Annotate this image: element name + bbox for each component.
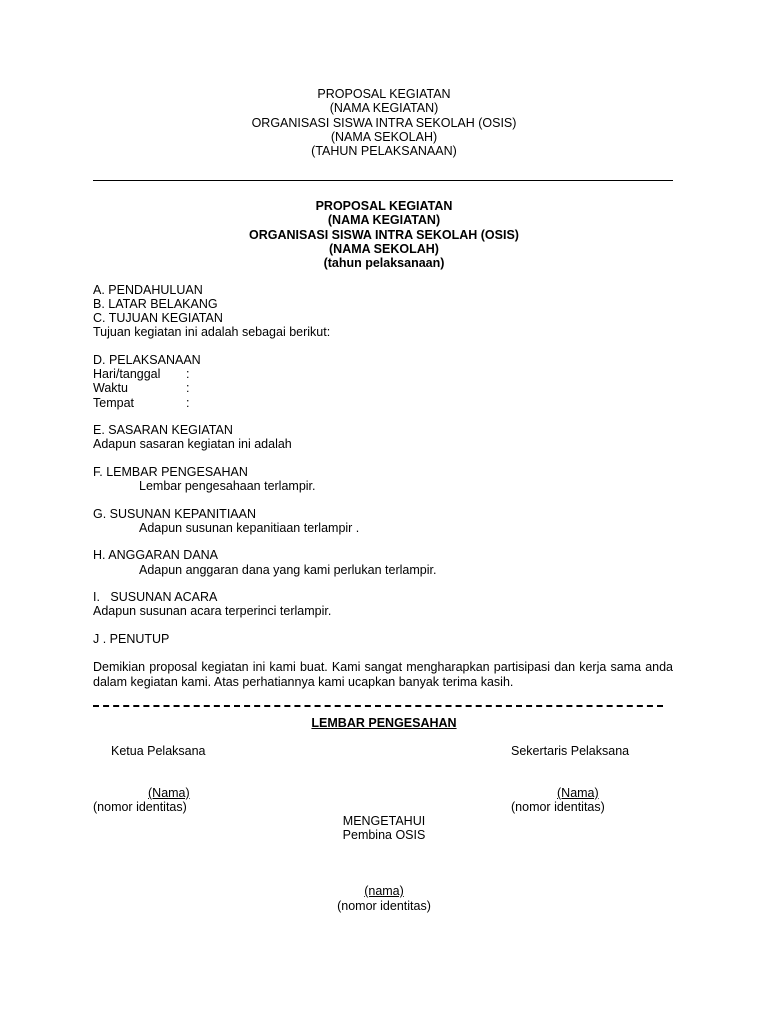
section-a-heading: A. PENDAHULUAN: [93, 283, 203, 297]
section-d-day-colon: :: [186, 367, 190, 381]
section-c-text: Tujuan kegiatan ini adalah sebagai berikut:: [93, 325, 331, 339]
section-d-day-label: Hari/tanggal: [93, 367, 161, 381]
approval-title: LEMBAR PENGESAHAN: [311, 716, 457, 730]
section-i-text: Adapun susunan acara terperinci terlampir.: [93, 604, 332, 618]
approval-advisor-id: (nomor identitas): [337, 899, 431, 913]
section-j-heading: J . PENUTUP: [93, 632, 170, 646]
cover-year: (TAHUN PELAKSANAAN): [311, 144, 457, 158]
section-d-heading: D. PELAKSANAAN: [93, 353, 201, 367]
section-h-text: Adapun anggaran dana yang kami perlukan terlampir.: [139, 563, 437, 577]
section-g-text: Adapun susunan kepanitiaan terlampir .: [139, 521, 360, 535]
section-d-time-colon: :: [186, 381, 190, 395]
approval-right-id: (nomor identitas): [511, 800, 605, 814]
approval-right-role: Sekertaris Pelaksana: [511, 744, 630, 758]
approval-left-id: (nomor identitas): [93, 800, 187, 814]
section-h-heading: H. ANGGARAN DANA: [93, 548, 219, 562]
heading-school-name: (NAMA SEKOLAH): [329, 242, 439, 256]
section-i-heading: I. SUSUNAN ACARA: [93, 590, 218, 604]
section-d-place-colon: :: [186, 396, 190, 410]
section-g-heading: G. SUSUNAN KEPANITIAAN: [93, 507, 256, 521]
section-e-text: Adapun sasaran kegiatan ini adalah: [93, 437, 292, 451]
section-d-place-label: Tempat: [93, 396, 134, 410]
approval-right-name: (Nama): [557, 786, 599, 800]
approval-divider: [93, 705, 663, 707]
section-c-heading: C. TUJUAN KEGIATAN: [93, 311, 223, 325]
cover-activity-name: (NAMA KEGIATAN): [329, 101, 439, 115]
section-b-heading: B. LATAR BELAKANG: [93, 297, 218, 311]
section-f-heading: F. LEMBAR PENGESAHAN: [93, 465, 248, 479]
approval-advisor-name: (nama): [364, 884, 404, 898]
closing-paragraph: Demikian proposal kegiatan ini kami buat. Kami sangat mengharapkan partisipasi dan kerja sama anda dalam kegiatan kami. Atas perhatiannya kami ucapkan banyak terima kasih.: [93, 660, 673, 689]
heading-activity-name: (NAMA KEGIATAN): [327, 213, 441, 227]
section-e-heading: E. SASARAN KEGIATAN: [93, 423, 233, 437]
approval-advisor-role: Pembina OSIS: [342, 828, 426, 842]
cover-school-name: (NAMA SEKOLAH): [330, 130, 438, 144]
cover-divider: [93, 180, 673, 181]
section-d-time-label: Waktu: [93, 381, 128, 395]
approval-left-name: (Nama): [148, 786, 190, 800]
approval-left-role: Ketua Pelaksana: [111, 744, 206, 758]
cover-title: PROPOSAL KEGIATAN: [317, 87, 451, 101]
cover-organization: ORGANISASI SISWA INTRA SEKOLAH (OSIS): [251, 116, 517, 130]
approval-know: MENGETAHUI: [342, 814, 426, 828]
heading-organization: ORGANISASI SISWA INTRA SEKOLAH (OSIS): [249, 228, 519, 242]
section-f-text: Lembar pengesahaan terlampir.: [139, 479, 316, 493]
heading-year: (tahun pelaksanaan): [323, 256, 445, 270]
heading-title: PROPOSAL KEGIATAN: [315, 199, 453, 213]
